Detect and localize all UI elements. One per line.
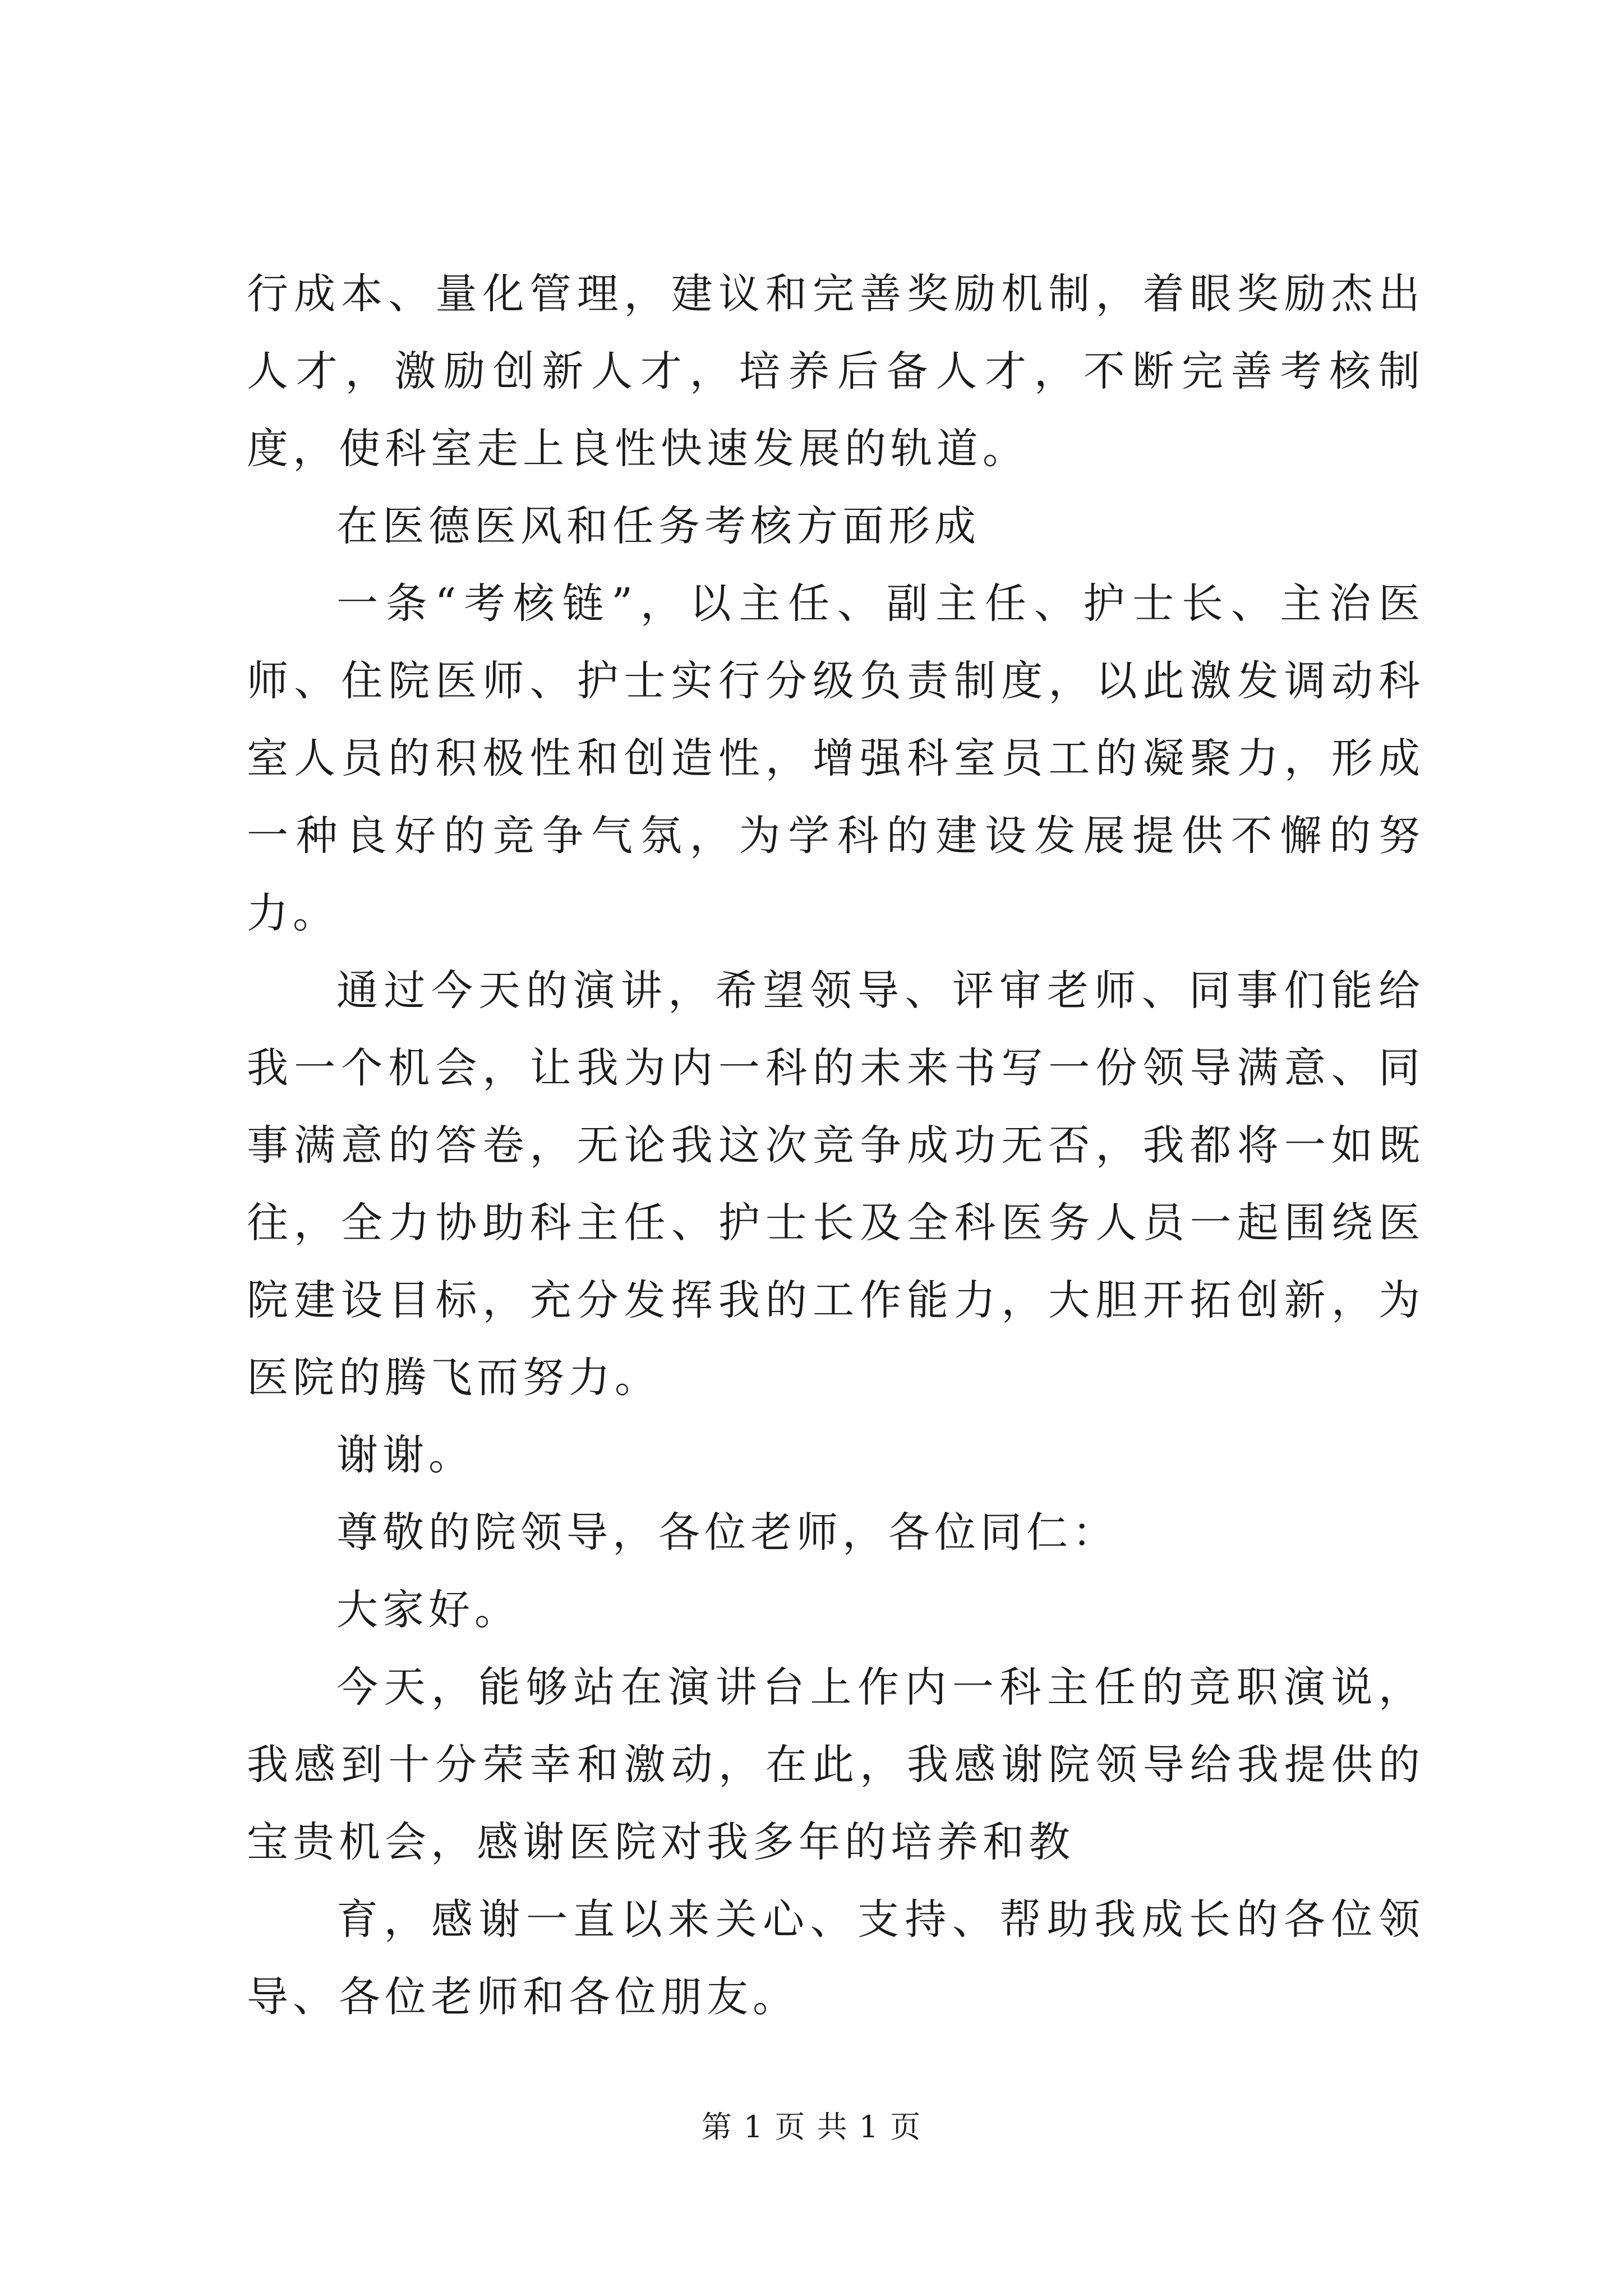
paragraph-assessment-chain: 一条“考核链”，以主任、副主任、护士长、主治医师、住院医师、护士实行分级负责制度，以此激发调动科室人员的积极性和创造性，增强科室员工的凝聚力，形成一种良好的竞争气氛，为学科的建设发展提供不懈的努力。	[247, 579, 1424, 937]
page-number-footer: 第 1 页 共 1 页	[701, 2109, 922, 2145]
paragraph-continuation: 行成本、量化管理，建议和完善奖励机制，着眼奖励杰出人才，激励创新人才，培养后备人才，不断完善考核制度，使科室走上良性快速发展的轨道。	[247, 270, 1424, 473]
paragraph-heading-fragment: 在医德医风和任务考核方面形成	[336, 502, 980, 550]
paragraph-salutation: 尊敬的院领导，各位老师，各位同仁：	[336, 1508, 1118, 1557]
paragraph-greeting: 大家好。	[336, 1586, 520, 1634]
paragraph-closing-remarks: 通过今天的演讲，希望领导、评审老师、同事们能给我一个机会，让我为内一科的未来书写一份领导满意、同事满意的答卷，无论我这次竞争成功无否，我都将一如既往，全力协助科主任、护士长及全科医务人员一起围绕医院建设目标，充分发挥我的工作能力，大胆开拓创新，为医院的腾飞而努力。	[247, 967, 1424, 1402]
paragraph-gratitude: 育，感谢一直以来关心、支持、帮助我成长的各位领导、各位老师和各位朋友。	[247, 1895, 1424, 2021]
paragraph-thanks: 谢谢。	[336, 1431, 474, 1479]
document-body	[247, 255, 1424, 2036]
paragraph-opening: 今天，能够站在演讲台上作内一科主任的竞职演说，我感到十分荣幸和激动，在此，我感谢院领导给我提供的宝贵机会，感谢医院对我多年的培养和教	[247, 1663, 1424, 1866]
